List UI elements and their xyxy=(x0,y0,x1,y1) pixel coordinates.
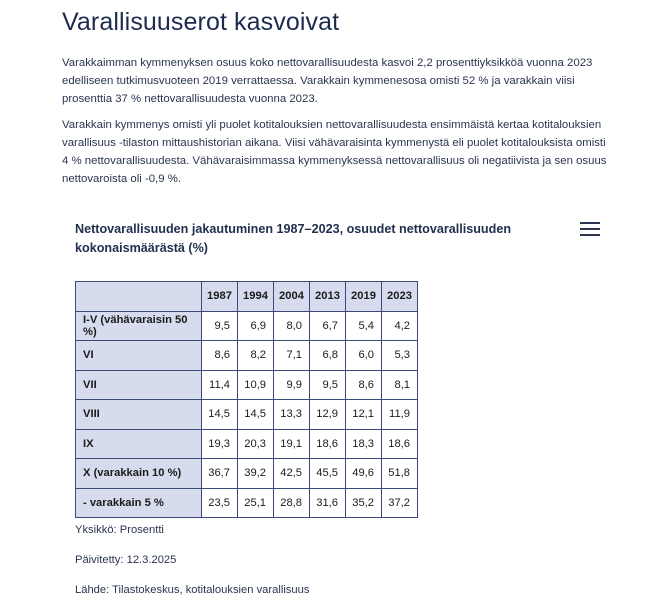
table-cell: 11,9 xyxy=(382,400,418,430)
table-row xyxy=(76,341,418,371)
table-cell: 45,5 xyxy=(310,459,346,489)
table-cell: 35,2 xyxy=(346,488,382,518)
row-label: VII xyxy=(76,370,202,400)
table-cell: 6,9 xyxy=(238,311,274,341)
paragraph-2: Varakkain kymmenys omisti yli puolet kotitalouksien nettovarallisuudesta ensimmäistä kertaa kotitalouksien varallisuus -tilaston mittaushistorian aikana. Viisi vähävaraisinta kymmenystä eli puolet kotitalouksista omisti 4 % nettovarallisuudesta. Vähävaraisimmassa kymmenyksessä nettovarallisuus oli negatiivista ja sen osuus nettovaroista oli -0,9 %. xyxy=(62,119,607,185)
table-row xyxy=(76,400,418,430)
row-label: VI xyxy=(76,341,202,371)
column-header: 2013 xyxy=(310,282,346,312)
table-cell: 14,5 xyxy=(238,400,274,430)
table-cell: 42,5 xyxy=(274,459,310,489)
table-row xyxy=(76,311,418,341)
table-cell: 12,9 xyxy=(310,400,346,430)
table-cell: 6,8 xyxy=(310,341,346,371)
table-cell: 14,5 xyxy=(202,400,238,430)
column-header: 2004 xyxy=(274,282,310,312)
table-cell: 18,6 xyxy=(310,429,346,459)
table-cell: 28,8 xyxy=(274,488,310,518)
table-cell: 8,6 xyxy=(202,341,238,371)
row-label: X (varakkain 10 %) xyxy=(76,459,202,489)
table-title: Nettovarallisuuden jakautuminen 1987–2023, osuudet nettovarallisuuden kokonaismäärästä (%) xyxy=(75,222,512,255)
table-cell: 8,0 xyxy=(274,311,310,341)
table-cell: 39,2 xyxy=(238,459,274,489)
column-header: 1994 xyxy=(238,282,274,312)
wealth-distribution-table xyxy=(75,281,418,518)
table-header-row xyxy=(76,282,418,312)
table-cell: 6,0 xyxy=(346,341,382,371)
row-label: - varakkain 5 % xyxy=(76,488,202,518)
table-cell: 8,6 xyxy=(346,370,382,400)
table-cell: 10,9 xyxy=(238,370,274,400)
row-label: IX xyxy=(76,429,202,459)
table-cell: 13,3 xyxy=(274,400,310,430)
table-cell: 5,4 xyxy=(346,311,382,341)
hamburger-menu-icon[interactable] xyxy=(580,222,600,236)
table-cell: 19,1 xyxy=(274,429,310,459)
unit-note: Yksikkö: Prosentti xyxy=(75,524,164,536)
table-cell: 36,7 xyxy=(202,459,238,489)
column-header: 2023 xyxy=(382,282,418,312)
page-title: Varallisuuserot kasvoivat xyxy=(62,8,340,36)
table-cell: 9,5 xyxy=(202,311,238,341)
table-cell: 9,5 xyxy=(310,370,346,400)
header-corner-cell xyxy=(76,282,202,312)
paragraph-1: Varakkaimman kymmenyksen osuus koko nettovarallisuudesta kasvoi 2,2 prosenttiyksikköä vuonna 2023 edelliseen tutkimusvuoteen 2019 verrattaessa. Varakkain kymmenesosa omisti 52 % ja varakkain viisi prosenttia 37 % nettovarallisuudesta vuonna 2023. xyxy=(62,57,593,105)
table-row xyxy=(76,488,418,518)
row-label: VIII xyxy=(76,400,202,430)
table-cell: 6,7 xyxy=(310,311,346,341)
column-header: 1987 xyxy=(202,282,238,312)
table-cell: 12,1 xyxy=(346,400,382,430)
table-cell: 8,2 xyxy=(238,341,274,371)
table-cell: 37,2 xyxy=(382,488,418,518)
table-cell: 51,8 xyxy=(382,459,418,489)
table-cell: 4,2 xyxy=(382,311,418,341)
table-cell: 8,1 xyxy=(382,370,418,400)
updated-date: Päivitetty: 12.3.2025 xyxy=(75,554,177,566)
table-cell: 5,3 xyxy=(382,341,418,371)
table-cell: 18,3 xyxy=(346,429,382,459)
table-cell: 19,3 xyxy=(202,429,238,459)
table-cell: 23,5 xyxy=(202,488,238,518)
source-note: Lähde: Tilastokeskus, kotitalouksien varallisuus xyxy=(75,584,310,596)
table-cell: 9,9 xyxy=(274,370,310,400)
table-row xyxy=(76,459,418,489)
table-row xyxy=(76,370,418,400)
table-cell: 18,6 xyxy=(382,429,418,459)
table-cell: 31,6 xyxy=(310,488,346,518)
table-cell: 11,4 xyxy=(202,370,238,400)
table-cell: 7,1 xyxy=(274,341,310,371)
table-cell: 25,1 xyxy=(238,488,274,518)
table-cell: 20,3 xyxy=(238,429,274,459)
table-row xyxy=(76,429,418,459)
column-header: 2019 xyxy=(346,282,382,312)
table-cell: 49,6 xyxy=(346,459,382,489)
row-label: I-V (vähävaraisin 50 %) xyxy=(76,311,202,341)
